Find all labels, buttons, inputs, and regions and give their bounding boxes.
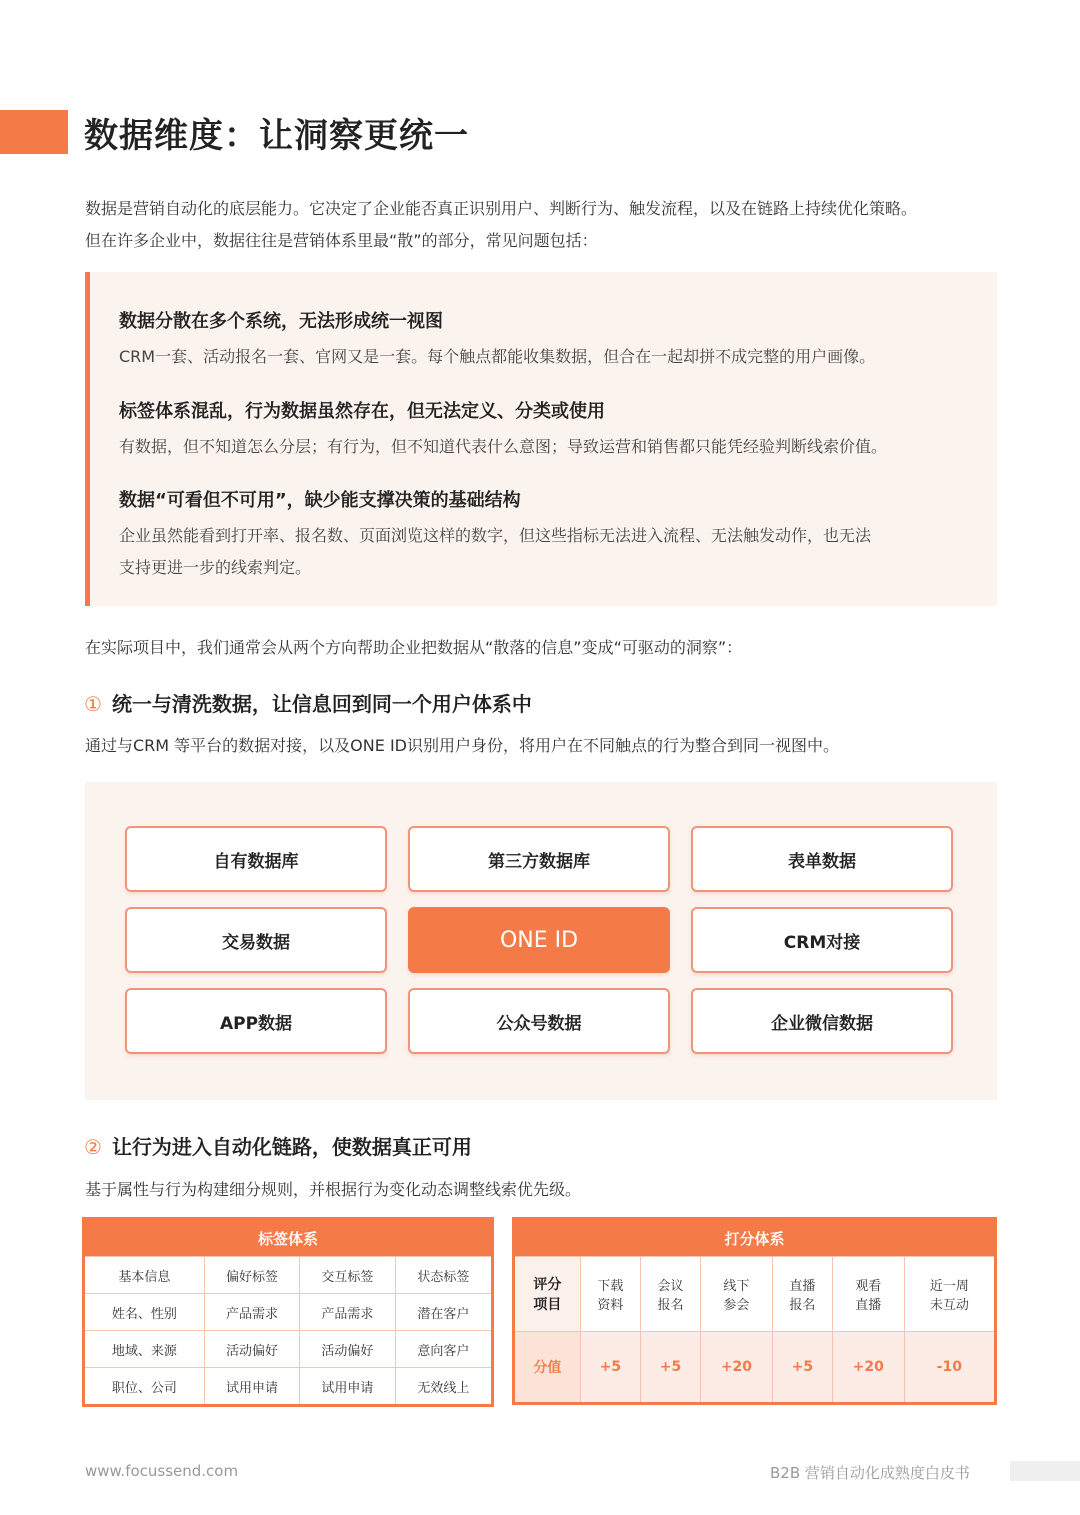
issue-desc-3a: 企业虽然能看到打开率、报名数、页面浏览这样的数字，但这些指标无法进入流程、无法触发动作，也无法 — [119, 526, 872, 545]
score-row-head-line2: 项目 — [533, 1297, 562, 1313]
score-item-line: 直播 — [789, 1279, 816, 1294]
tag-cell: 试用申请 — [300, 1368, 395, 1406]
score-item-line: 报名 — [657, 1298, 684, 1313]
tag-cell: 活动偏好 — [300, 1331, 395, 1368]
intro-line-2: 但在许多企业中，数据往往是营销体系里最“散”的部分，常见问题包括： — [85, 231, 598, 250]
score-item-line: 报名 — [789, 1298, 816, 1313]
score-item-line: 参会 — [723, 1298, 750, 1313]
grid-cell-form-data: 表单数据 — [691, 826, 953, 892]
tag-header-basic: 基本信息 — [84, 1257, 205, 1294]
intro-line-1: 数据是营销自动化的底层能力。它决定了企业能否真正识别用户、判断行为、触发流程，以及在链路上持续优化策略。 — [85, 199, 918, 218]
title-accent-bar — [0, 110, 68, 154]
score-item-live-signup — [772, 1257, 832, 1332]
score-row-head-items — [514, 1257, 581, 1332]
section-2-title: 让行为进入自动化链路，使数据真正可用 — [111, 1135, 472, 1159]
score-value: +5 — [580, 1332, 640, 1404]
score-value: +5 — [640, 1332, 700, 1404]
score-value: -10 — [904, 1332, 995, 1404]
score-item-watch-live — [832, 1257, 904, 1332]
score-row-head-value: 分值 — [514, 1332, 581, 1404]
issues-panel — [85, 272, 997, 606]
score-item-line: 会议 — [657, 1279, 684, 1294]
score-item-line: 直播 — [855, 1298, 882, 1313]
tag-cell: 潜在客户 — [395, 1294, 492, 1331]
score-row-head-line1: 评分 — [533, 1277, 562, 1293]
section-2-desc: 基于属性与行为构建细分规则，并根据行为变化动态调整线索优先级。 — [85, 1180, 582, 1199]
score-item-line: 观看 — [855, 1279, 882, 1294]
issue-title-3: 数据“可看但不可用”，缺少能支撑决策的基础结构 — [119, 490, 521, 511]
issue-desc-2: 有数据，但不知道怎么分层；有行为，但不知道代表什么意图；导致运营和销售都只能凭经验判断线索价值。 — [119, 437, 888, 456]
tag-cell: 活动偏好 — [204, 1331, 299, 1368]
page-title: 数据维度：让洞察更统一 — [84, 116, 469, 156]
tag-cell: 意向客户 — [395, 1331, 492, 1368]
footer-page-tab — [1010, 1461, 1080, 1481]
tag-cell: 产品需求 — [300, 1294, 395, 1331]
footer-url: www.focussend.com — [85, 1462, 239, 1480]
section-2-heading — [84, 1131, 472, 1160]
tag-table-title: 标签体系 — [84, 1219, 493, 1257]
tag-cell: 地域、来源 — [84, 1331, 205, 1368]
tag-cell: 产品需求 — [204, 1294, 299, 1331]
grid-cell-own-database: 自有数据库 — [125, 826, 387, 892]
score-item-inactive — [904, 1257, 995, 1332]
data-source-grid — [85, 782, 997, 1100]
score-item-line: 未互动 — [929, 1298, 969, 1313]
section-1-heading — [84, 688, 532, 717]
tag-system-table — [82, 1217, 494, 1407]
issue-desc-3b: 支持更进一步的线索判定。 — [119, 558, 312, 577]
tag-cell: 姓名、性别 — [84, 1294, 205, 1331]
issue-title-1: 数据分散在多个系统，无法形成统一视图 — [119, 311, 443, 332]
score-value: +5 — [772, 1332, 832, 1404]
section-1-title: 统一与清洗数据，让信息回到同一个用户体系中 — [111, 692, 532, 716]
score-item-line: 线下 — [723, 1279, 750, 1294]
score-item-line: 下载 — [597, 1279, 624, 1294]
tag-cell: 试用申请 — [204, 1368, 299, 1406]
issue-title-2: 标签体系混乱，行为数据虽然存在，但无法定义、分类或使用 — [119, 401, 605, 422]
tag-cell: 无效线上 — [395, 1368, 492, 1406]
grid-cell-crm: CRM对接 — [691, 907, 953, 973]
section-1-number: ① — [84, 692, 102, 716]
tag-header-preference: 偏好标签 — [204, 1257, 299, 1294]
tag-header-interaction: 交互标签 — [300, 1257, 395, 1294]
score-item-line: 近一周 — [929, 1279, 969, 1294]
grid-cell-third-party-database: 第三方数据库 — [408, 826, 670, 892]
score-table-title: 打分体系 — [514, 1219, 996, 1257]
grid-cell-app-data: APP数据 — [125, 988, 387, 1054]
footer-book-title: B2B 营销自动化成熟度白皮书 — [770, 1464, 970, 1482]
issue-desc-1: CRM一套、活动报名一套、官网又是一套。每个触点都能收集数据，但合在一起却拼不成完整的用户画像。 — [119, 347, 876, 366]
grid-cell-wecom: 企业微信数据 — [691, 988, 953, 1054]
grid-cell-one-id: ONE ID — [408, 907, 670, 973]
score-item-offline — [701, 1257, 773, 1332]
tag-cell: 职位、公司 — [84, 1368, 205, 1406]
issues-accent-bar — [85, 272, 90, 606]
score-value: +20 — [832, 1332, 904, 1404]
grid-cell-official-account: 公众号数据 — [408, 988, 670, 1054]
section-2-number: ② — [84, 1135, 102, 1159]
score-item-download — [580, 1257, 640, 1332]
bridge-text: 在实际项目中，我们通常会从两个方向帮助企业把数据从“散落的信息”变成“可驱动的洞察”： — [85, 638, 743, 657]
scoring-table — [512, 1217, 997, 1405]
grid-cell-transaction-data: 交易数据 — [125, 907, 387, 973]
section-1-desc: 通过与CRM 等平台的数据对接，以及ONE ID识别用户身份，将用户在不同触点的行为整合到同一视图中。 — [85, 736, 839, 755]
score-item-meeting — [640, 1257, 700, 1332]
score-item-line: 资料 — [597, 1298, 624, 1313]
score-value: +20 — [701, 1332, 773, 1404]
tag-header-status: 状态标签 — [395, 1257, 492, 1294]
